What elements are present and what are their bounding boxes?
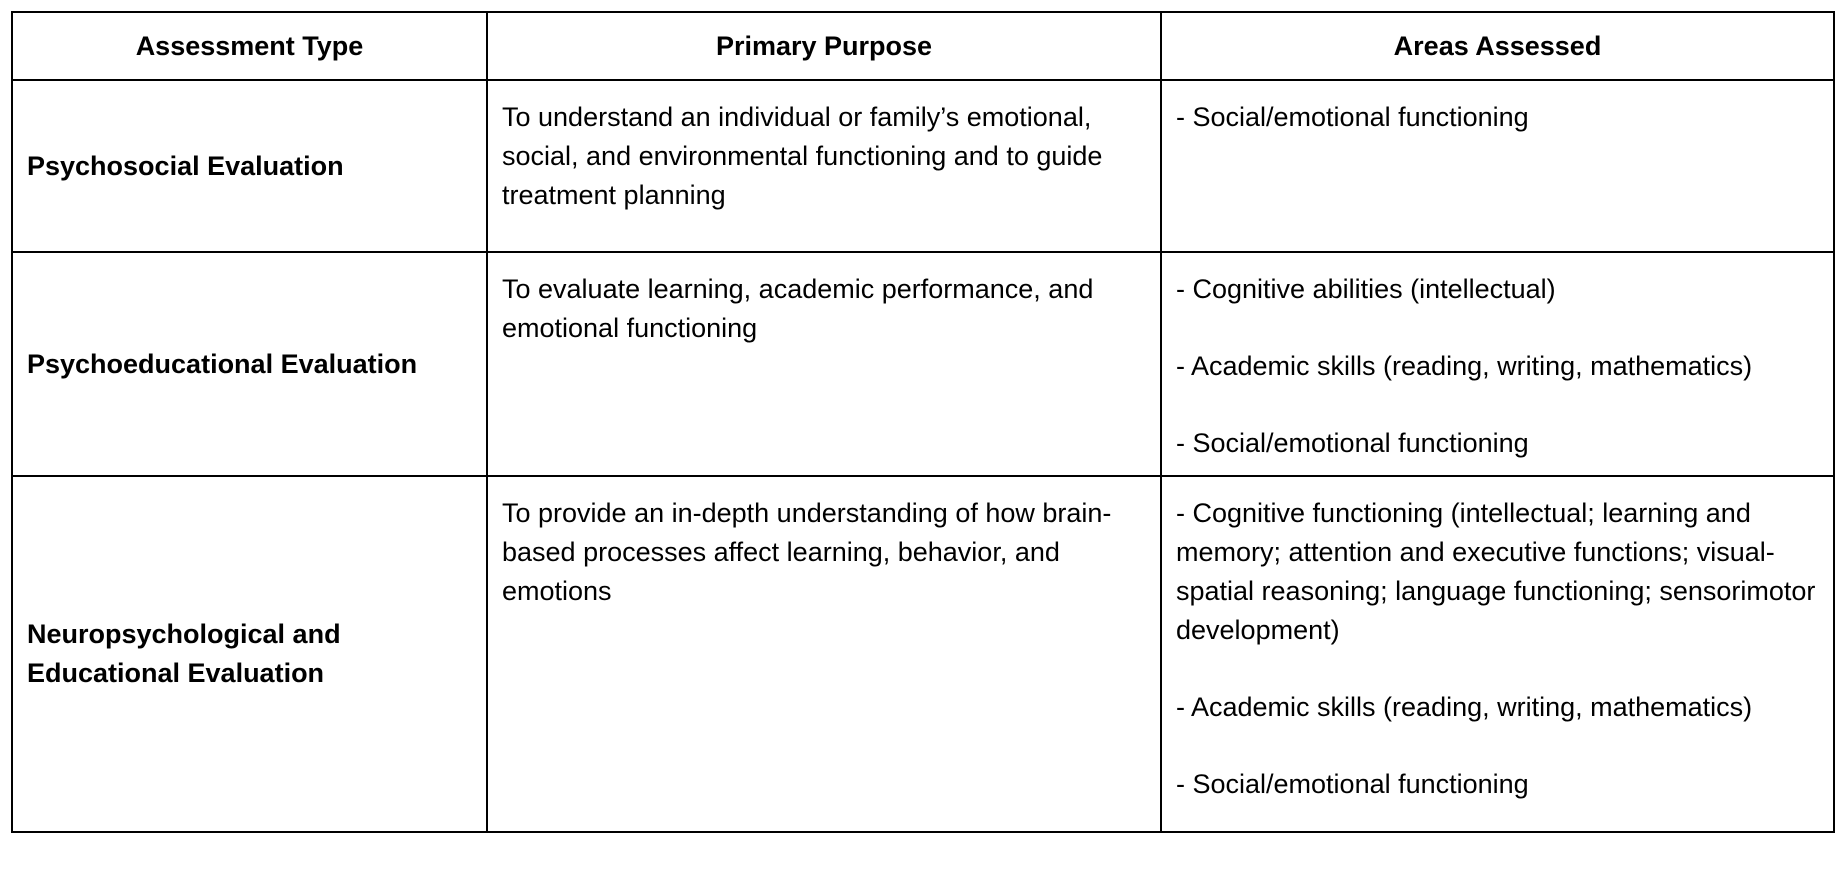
primary-purpose-cell: To understand an individual or family’s emotional, social, and environmental functioning and to guide treatment planning: [487, 80, 1161, 252]
table-row: [12, 476, 1834, 832]
areas-list: [1176, 98, 1819, 137]
header-assessment-type: Assessment Type: [12, 12, 487, 80]
assessment-type-cell: Psychosocial Evaluation: [12, 80, 487, 252]
area-item: - Cognitive abilities (intellectual): [1176, 274, 1556, 304]
area-item: - Social/emotional functioning: [1176, 102, 1529, 132]
table-header-row: [12, 12, 1834, 80]
table-row: [12, 80, 1834, 252]
primary-purpose-cell: To evaluate learning, academic performance, and emotional functioning: [487, 252, 1161, 476]
area-item: - Social/emotional functioning: [1176, 428, 1529, 458]
header-areas-assessed: Areas Assessed: [1161, 12, 1834, 80]
table-row: [12, 252, 1834, 476]
area-item: - Academic skills (reading, writing, mathematics): [1176, 351, 1753, 381]
assessment-type-cell: Neuropsychological and Educational Evaluation: [12, 476, 487, 832]
areas-list: [1176, 494, 1819, 804]
assessment-type-cell: Psychoeducational Evaluation: [12, 252, 487, 476]
areas-list: [1176, 270, 1819, 463]
header-primary-purpose: Primary Purpose: [487, 12, 1161, 80]
assessment-comparison-table: [11, 11, 1835, 833]
areas-assessed-cell: [1161, 80, 1834, 252]
areas-assessed-cell: [1161, 252, 1834, 476]
primary-purpose-cell: To provide an in-depth understanding of how brain-based processes affect learning, behavior, and emotions: [487, 476, 1161, 832]
area-item: - Social/emotional functioning: [1176, 769, 1529, 799]
assessment-table-container: [11, 11, 1835, 833]
areas-assessed-cell: [1161, 476, 1834, 832]
area-item: - Academic skills (reading, writing, mathematics): [1176, 692, 1753, 722]
area-item: - Cognitive functioning (intellectual; learning and memory; attention and executive functions; visual-spatial reasoning; language functioning; sensorimotor development): [1176, 498, 1816, 645]
